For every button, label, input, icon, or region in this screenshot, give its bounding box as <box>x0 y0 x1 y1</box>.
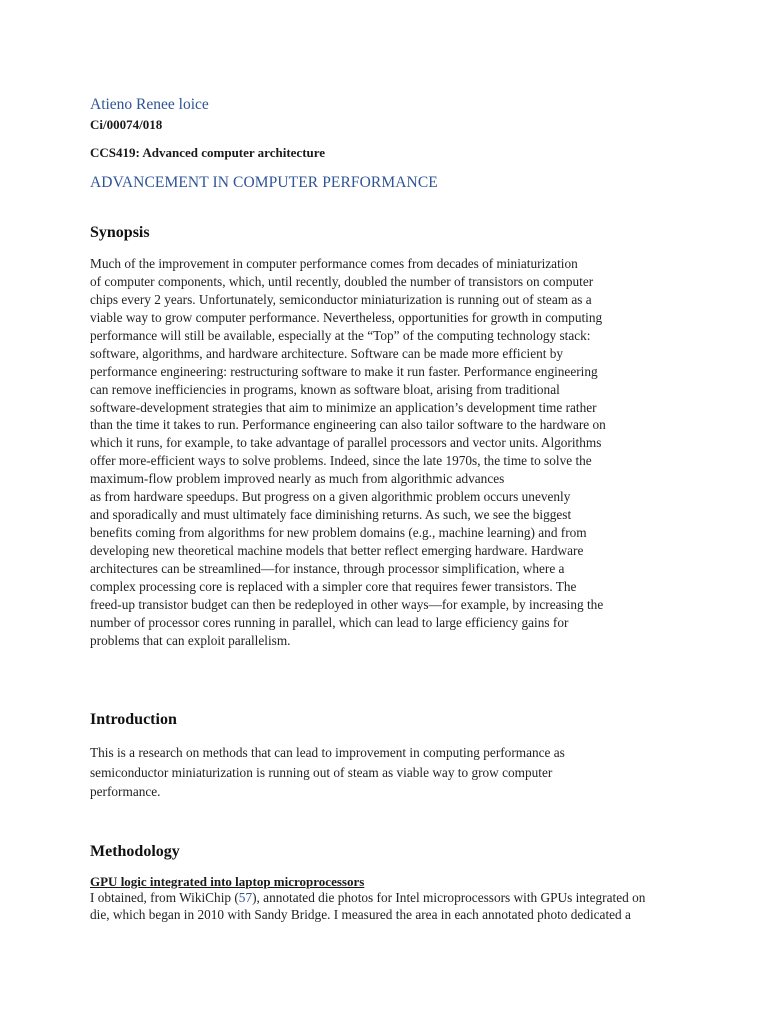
synopsis-line: performance engineering: restructuring software to make it run faster. Performance engineering <box>90 363 598 379</box>
synopsis-line: developing new theoretical machine models that better reflect emerging hardware. Hardware <box>90 543 584 558</box>
introduction-line: This is a research on methods that can lead to improvement in computing performance as <box>90 745 565 760</box>
synopsis-line: and sporadically and must ultimately face diminishing returns. As such, we see the biggest <box>90 507 572 523</box>
synopsis-line: architectures can be streamlined—for instance, through processor simplification, where a <box>90 560 565 576</box>
synopsis-line: freed-up transistor budget can then be redeployed in other ways—for example, by increasing the <box>90 596 604 612</box>
synopsis-line: software-development strategies that aim to minimize an application’s development time rather <box>90 399 597 415</box>
document-title: ADVANCEMENT IN COMPUTER PERFORMANCE <box>90 174 438 191</box>
citation-link[interactable]: 57 <box>238 890 253 905</box>
methodology-line1-start: I obtained, from WikiChip ( <box>90 890 239 905</box>
synopsis-line: viable way to grow computer performance. Nevertheless, opportunities for growth in computing <box>90 309 603 325</box>
synopsis-line: than the time it takes to run. Performance engineering can also tailor software to the hardware on <box>90 417 606 433</box>
introduction-body <box>90 743 680 802</box>
methodology-subheading: GPU logic integrated into laptop microprocessors <box>90 874 365 889</box>
synopsis-line: chips every 2 years. Unfortunately, semiconductor miniaturization is running out of steam as a <box>90 291 592 307</box>
methodology-line1-end: ), annotated die photos for Intel microprocessors with GPUs integrated on <box>252 890 646 905</box>
methodology-line: die, which began in 2010 with Sandy Bridge. I measured the area in each annotated photo dedicated a <box>90 907 631 922</box>
author-name: Atieno Renee loice <box>90 96 209 113</box>
synopsis-heading: Synopsis <box>90 224 150 241</box>
synopsis-body <box>90 255 680 650</box>
introduction-heading: Introduction <box>90 711 177 728</box>
synopsis-line: as from hardware speedups. But progress on a given algorithmic problem occurs unevenly <box>90 489 571 505</box>
synopsis-line: Much of the improvement in computer performance comes from decades of miniaturization <box>90 256 578 271</box>
introduction-line: performance. <box>90 784 161 799</box>
introduction-line: semiconductor miniaturization is running out of steam as viable way to grow computer <box>90 764 553 780</box>
synopsis-line: can remove inefficiencies in programs, known as software bloat, arising from traditional <box>90 381 560 397</box>
synopsis-line: which it runs, for example, to take advantage of parallel processors and vector units. Algorithms <box>90 435 602 451</box>
course-title: CCS419: Advanced computer architecture <box>90 145 326 160</box>
synopsis-line: software, algorithms, and hardware architecture. Software can be made more efficient by <box>90 345 564 361</box>
synopsis-line: complex processing core is replaced with a simpler core that requires fewer transistors. The <box>90 578 577 594</box>
synopsis-line: performance will still be available, especially at the “Top” of the computing technology stack: <box>90 327 591 343</box>
methodology-line <box>90 889 690 906</box>
synopsis-line: benefits coming from algorithms for new problem domains (e.g., machine learning) and from <box>90 525 587 541</box>
methodology-body <box>90 889 690 923</box>
synopsis-line: maximum-flow problem improved nearly as much from algorithmic advances <box>90 471 505 487</box>
synopsis-line: offer more-efficient ways to solve problems. Indeed, since the late 1970s, the time to solve the <box>90 453 592 469</box>
synopsis-line: problems that can exploit parallelism. <box>90 632 291 648</box>
methodology-heading: Methodology <box>90 843 180 860</box>
registration-number: Ci/00074/018 <box>90 117 163 132</box>
synopsis-line: number of processor cores running in parallel, which can lead to large efficiency gains for <box>90 614 569 630</box>
synopsis-line: of computer components, which, until recently, doubled the number of transistors on computer <box>90 273 594 289</box>
